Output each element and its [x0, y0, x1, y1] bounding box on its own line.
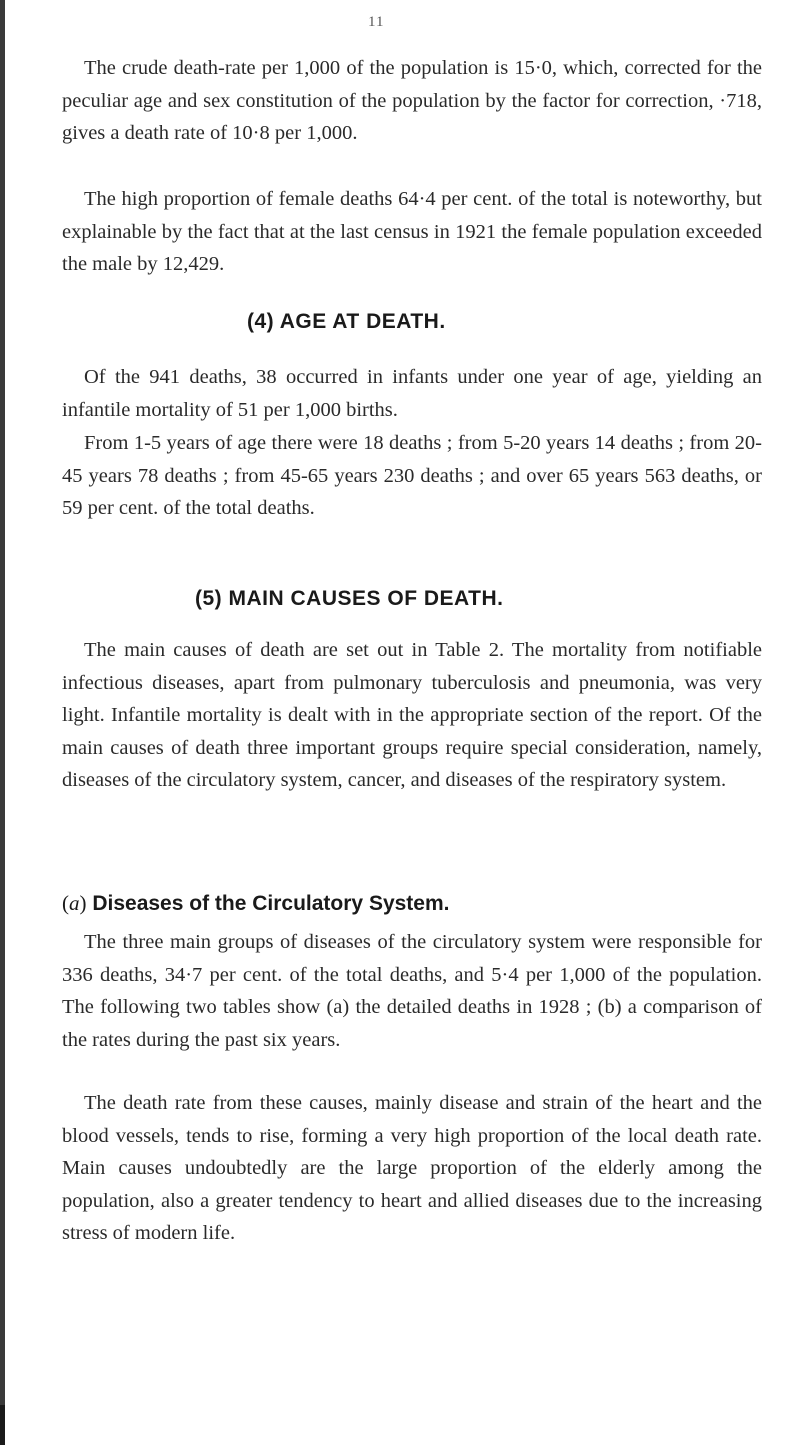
paragraph-text: Of the 941 deaths, 38 occurred in infants under one year of age, yielding an infantile mortality of 51 per 1,000 births. [62, 366, 762, 421]
paragraph-circulatory-deaths [62, 926, 762, 1056]
paragraph-text: The main causes of death are set out in Table 2. The mortality from notifiable infectious diseases, apart from pulmonary tuberculosis and pneumonia, was very light. Infantile mortality is dealt with in the appropriate section of the report. Of the main causes of death three important groups require special consideration, namely, diseases of the circulatory system, cancer, and diseases of the respiratory system. [62, 639, 762, 791]
subheading-close-paren: ) [79, 891, 87, 915]
heading-title: AGE AT DEATH. [279, 310, 446, 333]
page-number: 11 [368, 14, 385, 30]
paragraph-death-rate-trend [62, 1087, 762, 1250]
subheading-circulatory-system [62, 891, 450, 916]
paragraph-text: From 1-5 years of age there were 18 deaths ; from 5-20 years 14 deaths ; from 20-45 years 78 deaths ; from 45-65 years 230 deaths ; and over 65 years 563 deaths, or 59 per cent. of the total deaths. [62, 432, 762, 519]
subheading-open-paren: ( [62, 891, 69, 915]
paragraph-text: The three main groups of diseases of the circulatory system were responsible for 336 deaths, 34·7 per cent. of the total deaths, and 5·4 per 1,000 of the population. The following two tables show (a) the detailed deaths in 1928 ; (b) a comparison of the rates during the past six years. [62, 931, 762, 1051]
heading-title: MAIN CAUSES OF DEATH. [228, 587, 504, 610]
heading-number: (4) [247, 310, 275, 333]
subheading-letter: a [69, 891, 80, 915]
page-binding-edge [0, 0, 5, 1445]
paragraph-main-causes [62, 634, 762, 797]
paragraph-infant-deaths [62, 361, 762, 426]
binding-shadow [0, 1405, 5, 1445]
paragraph-female-deaths [62, 183, 762, 281]
heading-main-causes [195, 587, 503, 611]
heading-age-at-death [247, 310, 446, 334]
subheading-title: Diseases of the Circulatory System. [92, 892, 450, 915]
paragraph-text: The death rate from these causes, mainly disease and strain of the heart and the blood vessels, tends to rise, forming a very high proportion of the local death rate. Main causes undoubtedly are the large proportion of the elderly among the population, also a greater tendency to heart and allied diseases due to the increasing stress of modern life. [62, 1092, 762, 1244]
paragraph-text: The high proportion of female deaths 64·4 per cent. of the total is noteworthy, but explainable by the fact that at the last census in 1921 the female population exceeded the male by 12,429. [62, 188, 762, 275]
paragraph-text: The crude death-rate per 1,000 of the population is 15·0, which, corrected for the peculiar age and sex constitution of the population by the factor for correction, ·718, gives a death rate of 10·8 per 1,000. [62, 57, 762, 144]
paragraph-age-breakdown [62, 427, 762, 525]
heading-number: (5) [195, 587, 223, 610]
paragraph-crude-death-rate [62, 52, 762, 150]
